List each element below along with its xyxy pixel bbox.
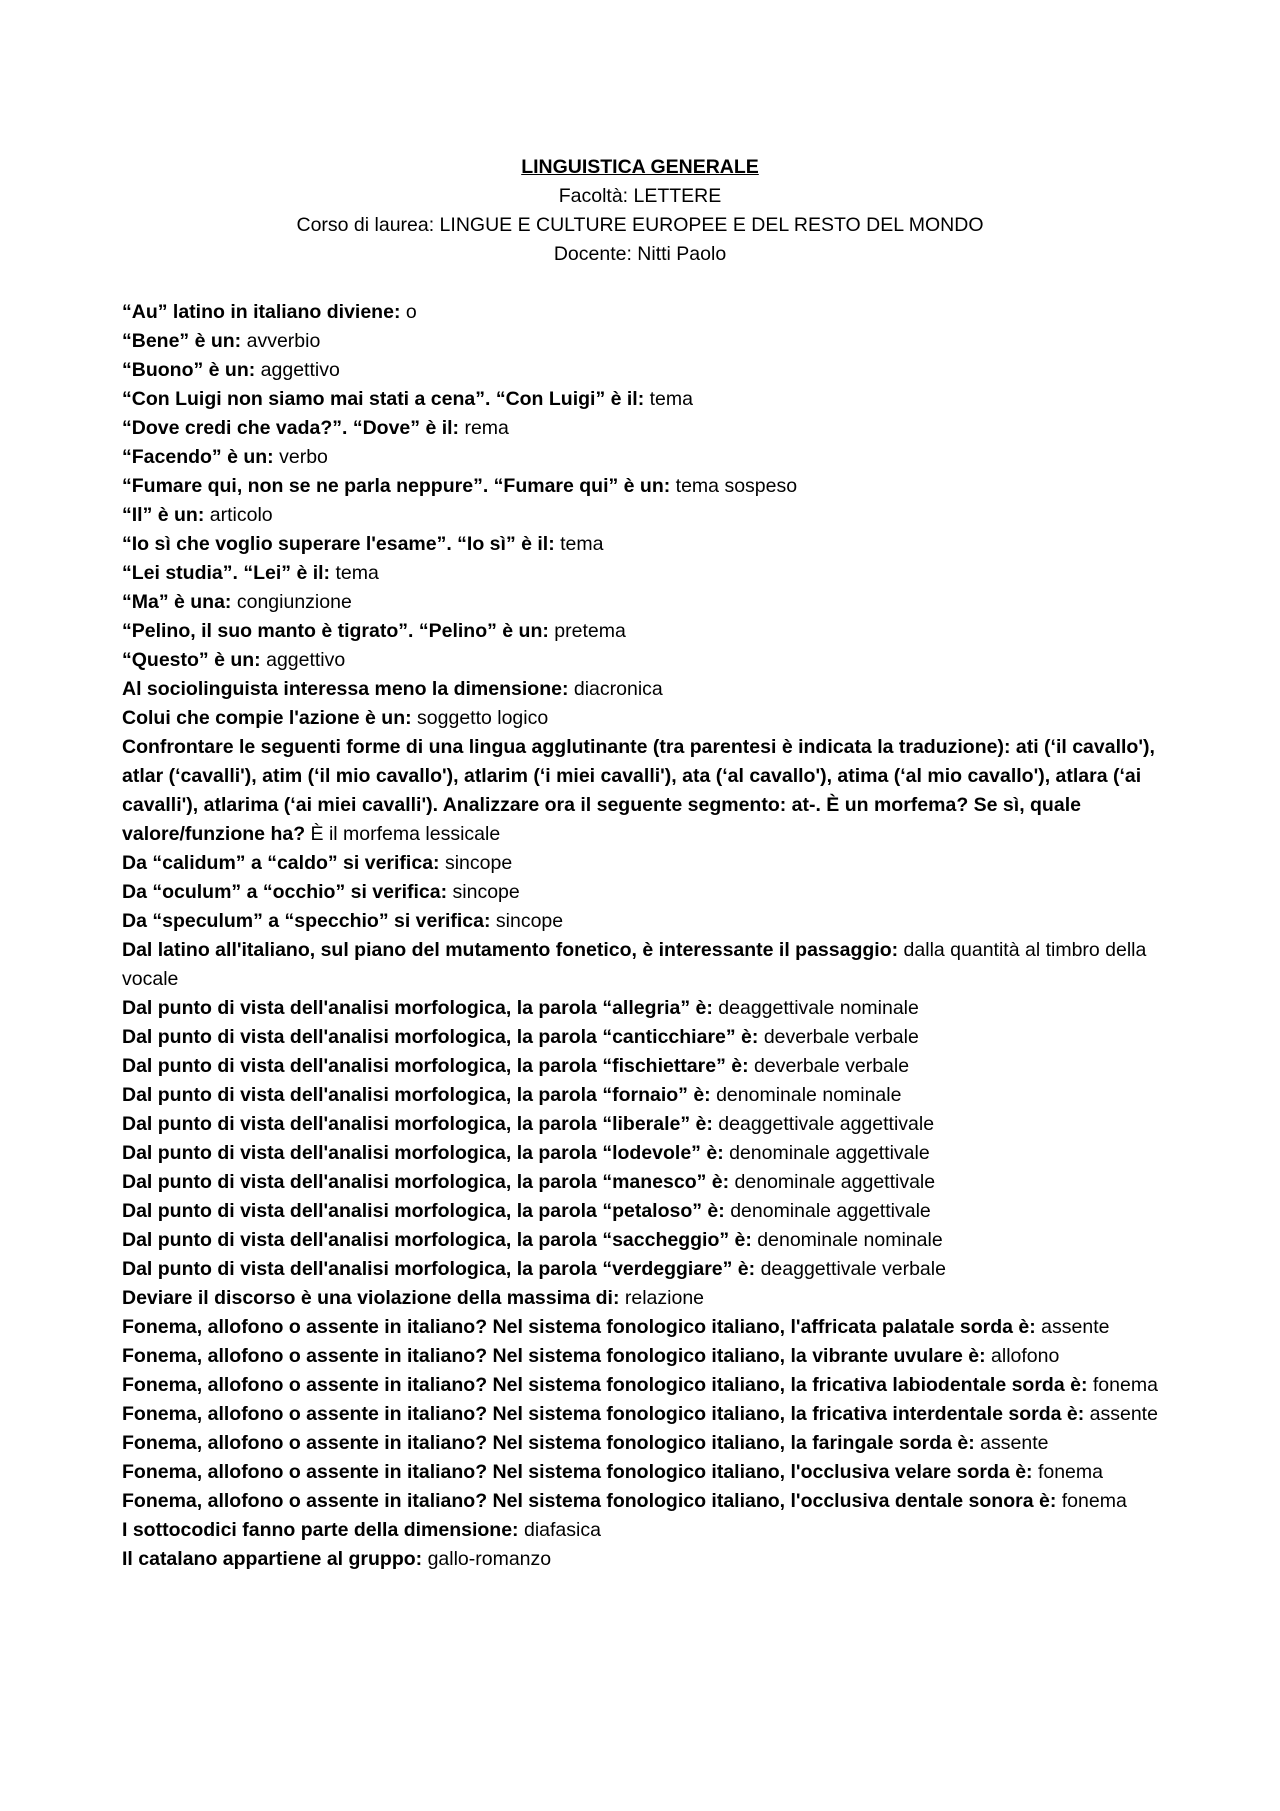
- answer-text: articolo: [209, 504, 273, 526]
- answer-text: o: [405, 301, 417, 323]
- qa-item: [122, 1255, 1172, 1284]
- answer-text: deverbale verbale: [754, 1055, 910, 1077]
- question-text: Da “calidum” a “caldo” si verifica:: [122, 852, 440, 874]
- qa-item: [122, 878, 1172, 907]
- answer-text: congiunzione: [236, 591, 352, 613]
- qa-item: [122, 936, 1172, 994]
- answer-text: diafasica: [523, 1519, 601, 1541]
- qa-item: [122, 1139, 1172, 1168]
- qa-item: [122, 414, 1172, 443]
- qa-item: [122, 1342, 1172, 1371]
- question-text: Fonema, allofono o assente in italiano? Nel sistema fonologico italiano, la fricativa interdentale sorda è:: [122, 1403, 1085, 1425]
- qa-item: [122, 1081, 1172, 1110]
- qa-item: [122, 1226, 1172, 1255]
- answer-text: rema: [464, 417, 509, 439]
- question-text: Da “oculum” a “occhio” si verifica:: [122, 881, 448, 903]
- answer-text: aggettivo: [266, 649, 346, 671]
- answer-text: sincope: [495, 910, 564, 932]
- answer-text: assente: [1089, 1403, 1158, 1425]
- answer-text: denominale nominale: [757, 1229, 943, 1251]
- answer-text: aggettivo: [260, 359, 340, 381]
- question-text: “Con Luigi non siamo mai stati a cena”. “Con Luigi” è il:: [122, 388, 645, 410]
- answer-text: denominale aggettivale: [734, 1171, 936, 1193]
- answer-text: tema: [335, 562, 379, 584]
- qa-item: [122, 994, 1172, 1023]
- question-text: “Il” è un:: [122, 504, 205, 526]
- qa-item: [122, 675, 1172, 704]
- qa-item: [122, 1429, 1172, 1458]
- qa-item: [122, 472, 1172, 501]
- question-text: “Io sì che voglio superare l'esame”. “Io sì” è il:: [122, 533, 555, 555]
- question-text: Colui che compie l'azione è un:: [122, 707, 412, 729]
- answer-text: assente: [1041, 1316, 1110, 1338]
- qa-item: [122, 327, 1172, 356]
- qa-item: [122, 907, 1172, 936]
- question-text: Dal punto di vista dell'analisi morfologica, la parola “fischiettare” è:: [122, 1055, 749, 1077]
- qa-item: [122, 1197, 1172, 1226]
- answer-text: pretema: [554, 620, 626, 642]
- question-text: Dal punto di vista dell'analisi morfologica, la parola “verdeggiare” è:: [122, 1258, 756, 1280]
- question-text: “Bene” è un:: [122, 330, 242, 352]
- qa-item: [122, 1545, 1172, 1574]
- qa-item: [122, 298, 1172, 327]
- answer-text: fonema: [1061, 1490, 1127, 1512]
- question-text: Fonema, allofono o assente in italiano? Nel sistema fonologico italiano, la vibrante uvulare è:: [122, 1345, 986, 1367]
- answer-text: tema: [649, 388, 693, 410]
- qa-item: [122, 1400, 1172, 1429]
- answer-text: dalla quantità al timbro della vocale: [122, 939, 1147, 990]
- question-answer-list: [122, 298, 1172, 1574]
- answer-text: gallo-romanzo: [427, 1548, 552, 1570]
- answer-text: sincope: [444, 852, 513, 874]
- qa-item: [122, 849, 1172, 878]
- answer-text: denominale aggettivale: [729, 1142, 930, 1164]
- answer-text: deaggettivale aggettivale: [718, 1113, 935, 1135]
- qa-item: [122, 1168, 1172, 1197]
- question-text: Fonema, allofono o assente in italiano? Nel sistema fonologico italiano, l'occlusiva velare sorda è:: [122, 1461, 1033, 1483]
- question-text: Dal latino all'italiano, sul piano del mutamento fonetico, è interessante il passaggio:: [122, 939, 899, 961]
- answer-text: fonema: [1092, 1374, 1158, 1396]
- answer-text: verbo: [279, 446, 328, 468]
- question-text: Fonema, allofono o assente in italiano? Nel sistema fonologico italiano, l'affricata palatale sorda è:: [122, 1316, 1036, 1338]
- answer-text: assente: [980, 1432, 1049, 1454]
- qa-item: [122, 646, 1172, 675]
- qa-item: [122, 501, 1172, 530]
- answer-text: tema: [560, 533, 604, 555]
- question-text: “Facendo” è un:: [122, 446, 274, 468]
- qa-item: [122, 1458, 1172, 1487]
- question-text: Confrontare le seguenti forme di una lingua agglutinante (tra parentesi è indicata la traduzione): ati (‘il cavallo'), atlar (‘cavalli'), atim (‘il mio cavallo'), atlarim (‘i miei cavalli'), ata (‘al cavallo'), atima (‘al mio cavallo'), atlara (‘ai cavalli'), atlarima (‘ai miei cavalli'). Analizzare ora il seguente segmento: at-. È un morfema? Se sì, quale valore/funzione ha?: [122, 736, 1155, 845]
- qa-item: [122, 733, 1172, 849]
- question-text: Il catalano appartiene al gruppo:: [122, 1548, 423, 1570]
- question-text: “Dove credi che vada?”. “Dove” è il:: [122, 417, 460, 439]
- answer-text: denominale aggettivale: [730, 1200, 931, 1222]
- question-text: “Pelino, il suo manto è tigrato”. “Pelino” è un:: [122, 620, 549, 642]
- qa-item: [122, 704, 1172, 733]
- qa-item: [122, 1052, 1172, 1081]
- document-title: LINGUISTICA GENERALE: [521, 156, 759, 178]
- qa-item: [122, 1371, 1172, 1400]
- document-header: [0, 153, 1280, 269]
- qa-item: [122, 1313, 1172, 1342]
- answer-text: È il morfema lessicale: [310, 823, 501, 845]
- question-text: Da “speculum” a “specchio” si verifica:: [122, 910, 491, 932]
- question-text: “Fumare qui, non se ne parla neppure”. “Fumare qui” è un:: [122, 475, 671, 497]
- question-text: Fonema, allofono o assente in italiano? Nel sistema fonologico italiano, la fricativa labiodentale sorda è:: [122, 1374, 1088, 1396]
- question-text: Fonema, allofono o assente in italiano? Nel sistema fonologico italiano, la faringale sorda è:: [122, 1432, 975, 1454]
- qa-item: [122, 617, 1172, 646]
- question-text: Dal punto di vista dell'analisi morfologica, la parola “canticchiare” è:: [122, 1026, 759, 1048]
- answer-text: avverbio: [246, 330, 321, 352]
- answer-text: sincope: [452, 881, 520, 903]
- qa-item: [122, 530, 1172, 559]
- qa-item: [122, 443, 1172, 472]
- question-text: Deviare il discorso è una violazione della massima di:: [122, 1287, 620, 1309]
- answer-text: deaggettivale nominale: [718, 997, 919, 1019]
- question-text: Dal punto di vista dell'analisi morfologica, la parola “manesco” è:: [122, 1171, 730, 1193]
- qa-item: [122, 588, 1172, 617]
- question-text: Dal punto di vista dell'analisi morfologica, la parola “liberale” è:: [122, 1113, 713, 1135]
- answer-text: deaggettivale verbale: [760, 1258, 946, 1280]
- answer-text: deverbale verbale: [763, 1026, 919, 1048]
- question-text: I sottocodici fanno parte della dimensione:: [122, 1519, 519, 1541]
- question-text: Fonema, allofono o assente in italiano? Nel sistema fonologico italiano, l'occlusiva dentale sonora è:: [122, 1490, 1057, 1512]
- answer-text: diacronica: [573, 678, 663, 700]
- qa-item: [122, 385, 1172, 414]
- answer-text: fonema: [1037, 1461, 1103, 1483]
- question-text: “Ma” è una:: [122, 591, 232, 613]
- question-text: “Lei studia”. “Lei” è il:: [122, 562, 331, 584]
- answer-text: soggetto logico: [417, 707, 549, 729]
- teacher-line: Docente: Nitti Paolo: [553, 243, 727, 265]
- answer-text: tema sospeso: [675, 475, 798, 497]
- question-text: Al sociolinguista interessa meno la dimensione:: [122, 678, 569, 700]
- question-text: Dal punto di vista dell'analisi morfologica, la parola “saccheggio” è:: [122, 1229, 752, 1251]
- question-text: “Buono” è un:: [122, 359, 256, 381]
- qa-item: [122, 1487, 1172, 1516]
- question-text: Dal punto di vista dell'analisi morfologica, la parola “lodevole” è:: [122, 1142, 724, 1164]
- answer-text: allofono: [991, 1345, 1060, 1367]
- faculty-line: Facoltà: LETTERE: [558, 185, 722, 207]
- qa-item: [122, 1023, 1172, 1052]
- qa-item: [122, 1516, 1172, 1545]
- question-text: Dal punto di vista dell'analisi morfologica, la parola “fornaio” è:: [122, 1084, 711, 1106]
- question-text: “Au” latino in italiano diviene:: [122, 301, 401, 323]
- qa-item: [122, 1284, 1172, 1313]
- course-line: Corso di laurea: LINGUE E CULTURE EUROPEE E DEL RESTO DEL MONDO: [296, 214, 984, 236]
- qa-item: [122, 356, 1172, 385]
- answer-text: denominale nominale: [716, 1084, 902, 1106]
- qa-item: [122, 1110, 1172, 1139]
- question-text: “Questo” è un:: [122, 649, 261, 671]
- question-text: Dal punto di vista dell'analisi morfologica, la parola “allegria” è:: [122, 997, 713, 1019]
- answer-text: relazione: [624, 1287, 705, 1309]
- question-text: Dal punto di vista dell'analisi morfologica, la parola “petaloso” è:: [122, 1200, 725, 1222]
- qa-item: [122, 559, 1172, 588]
